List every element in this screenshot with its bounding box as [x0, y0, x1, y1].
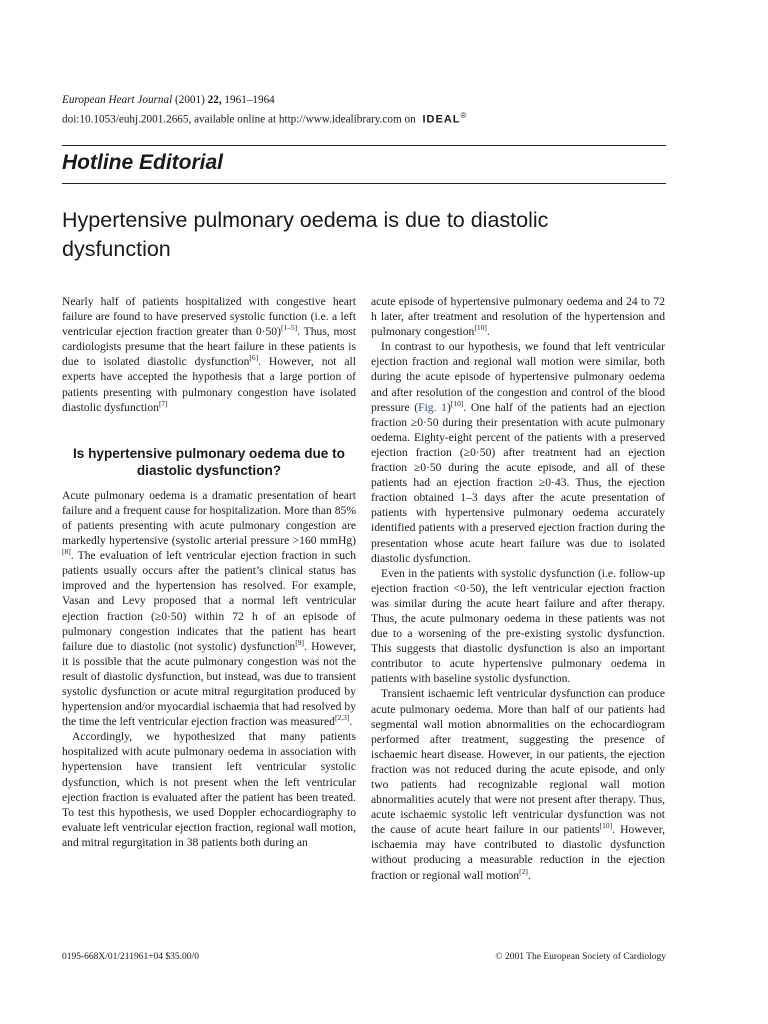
figure-link[interactable]: Fig. 1 — [418, 400, 447, 414]
citation-ref[interactable]: [2,3] — [334, 713, 350, 723]
doi-text: doi:10.1053/euhj.2001.2665, available online at http://www.idealibrary.com on — [62, 113, 416, 126]
citation-ref[interactable]: [10] — [599, 821, 613, 831]
section-heading: Is hypertensive pulmonary oedema due to diastolic dysfunction? — [73, 445, 345, 478]
right-column — [371, 294, 665, 883]
article-title: Hypertensive pulmonary oedema is due to diastolic dysfunction — [62, 208, 549, 261]
citation-ref[interactable]: [6] — [249, 353, 259, 363]
header-rule-top — [62, 145, 666, 146]
journal-header — [62, 93, 467, 128]
footer-issn: 0195-668X/01/211961+04 $35.00/0 — [62, 952, 199, 962]
left-column — [62, 294, 356, 850]
citation-ref[interactable]: [10] — [474, 323, 487, 333]
citation-ref[interactable]: [2] — [519, 866, 528, 876]
journal-year: (2001) — [175, 94, 205, 106]
section-label: Hotline Editorial — [62, 151, 224, 174]
footer-copyright: © 2001 The European Society of Cardiology — [495, 952, 666, 962]
citation-ref[interactable]: [8] — [62, 547, 71, 557]
citation-line — [62, 93, 467, 108]
paragraph: acute episode of hypertensive pulmonary oedema and 24 to 72 h later, after treatment and resolution of the hypertension and pulmonary congestion[10]. — [371, 295, 665, 339]
paragraph: In contrast to our hypothesis, we found that left ventricular ejection fraction and regional wall motion were similar, both during the acute episode of hypertensive pulmonary oedema and after resolution of the congestion and control of the blood pressure (Fig. 1)[10]. One half of the patients had an ejection fraction ≥0·50 during their presentation with acute pulmonary oedema. Eighty-eight percent of the patients with a preserved ejection fraction (≥0·50) after treatment had an ejection fraction ≥0·50 during the acute episode, and all of these patients had an ejection fraction ≥0·43. Thus, the ejection fraction obtained 1–3 days after the acute presentation of patients with hypertensive pulmonary oedema accurately identified patients with a preserved ejection fraction during the presentation whose acute heart failure was due to isolated diastolic dysfunction. — [371, 340, 666, 565]
journal-pages: 1961–1964 — [224, 94, 275, 106]
citation-ref[interactable]: [9] — [295, 637, 304, 647]
journal-volume: 22, — [207, 94, 222, 106]
paragraph: Nearly half of patients hospitalized with congestive heart failure are found to have preserved systolic function (i.e. a left ventricular ejection fraction greater than 0·50)[1–5]. Thus, most cardiologists presume that the heart failure in these patients is due to isolated diastolic dysfunction[6]. However, not all experts have accepted the hypothesis that a large portion of patients presenting with pulmonary congestion have isolated diastolic dysfunction[7] — [62, 295, 356, 414]
citation-ref[interactable]: [7] — [158, 398, 168, 408]
paragraph: Even in the patients with systolic dysfunction (i.e. follow-up ejection fraction <0·50), the left ventricular ejection fraction was similar during the acute heart failure and after therapy. Thus, the acute pulmonary oedema in these patients was not due to a worsening of the pre-existing systolic dysfunction. This suggests that diastolic dysfunction is also an important contributor to acute hypertensive pulmonary oedema in patients with baseline systolic dysfunction. — [371, 566, 665, 686]
paragraph: Transient ischaemic left ventricular dysfunction can produce acute pulmonary oedema. More than half of our patients had segmental wall motion abnormalities on the echocardiogram performed after treatment, suggesting the presence of ischaemic heart disease. However, in our patients, the ejection fraction was not reduced during the acute episode, and only two patients had recognizable regional wall motion abnormalities acutely that were not present after therapy. Thus, acute ischaemic systolic left ventricular dysfunction was not the cause of acute heart failure in our patients[10]. However, ischaemia may have contributed to diastolic dysfunction without producing a measurable reduction in the ejection fraction or regional wall motion[2]. — [371, 687, 665, 882]
doi-line — [62, 108, 467, 128]
header-rule-bottom — [62, 183, 666, 184]
paragraph: Accordingly, we hypothesized that many patients hospitalized with acute pulmonary oedema in association with hypertension have transient left ventricular systolic dysfunction, which is not present when the left ventricular ejection fraction is evaluated after the patient has been treated. To test this hypothesis, we used Doppler echocardiography to evaluate left ventricular ejection fraction, regional wall motion, and mitral regurgitation in 38 patients both during an — [62, 730, 356, 849]
citation-ref[interactable]: [1–5] — [280, 323, 298, 333]
citation-ref[interactable]: [10] — [450, 398, 464, 408]
journal-name: European Heart Journal — [62, 94, 173, 106]
paragraph: Acute pulmonary oedema is a dramatic presentation of heart failure and a frequent cause for hospitalization. More than 85% of patients presenting with acute pulmonary congestion are markedly hypertensive (systolic arterial pressure >160 mmHg)[8]. The evaluation of left ventricular ejection fraction in such patients usually occurs after the patient’s clinical status has improved and the hypertension has resolved. For example, Vasan and Levy proposed that a normal left ventricular ejection fraction (≥0·50) within 72 h of an episode of pulmonary congestion indicates that the patient has heart failure due to diastolic (not systolic) dysfunction[9]. However, it is possible that the acute pulmonary congestion was not the result of diastolic dysfunction, but instead, was due to transient systolic dysfunction or acute mitral regurgitation produced by hypertension and/or myocardial ischaemia that had resolved by the time the left ventricular ejection fraction was measured[2,3]. — [62, 488, 356, 729]
ideal-logo: IDEAL® — [422, 111, 468, 126]
